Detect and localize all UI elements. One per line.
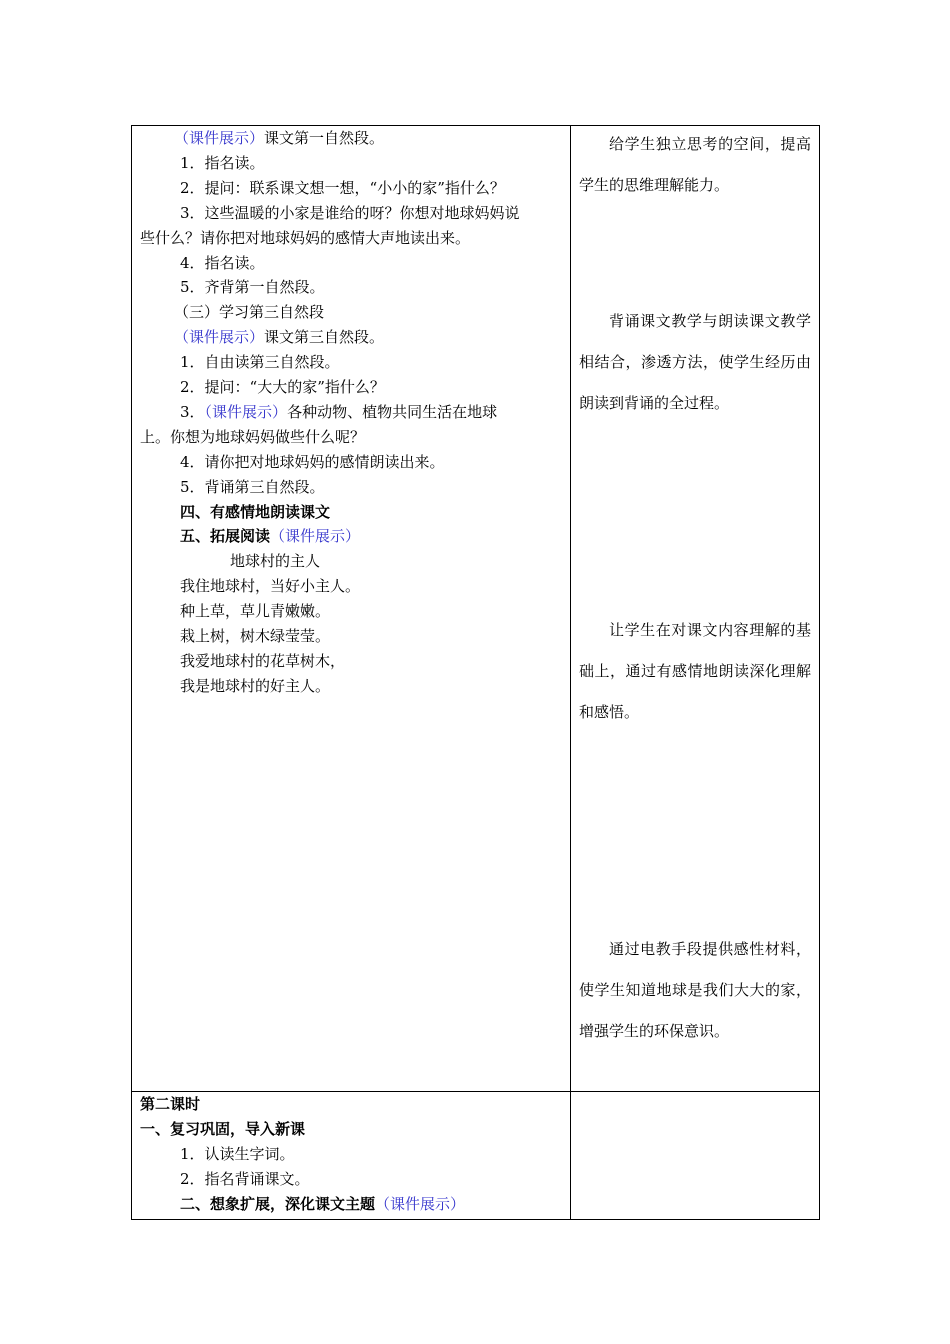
text-line bbox=[140, 251, 565, 276]
line-text: 2．提问：联系课文想一想，“小小的家”指什么？ bbox=[180, 178, 505, 197]
section-heading: 四、有感情地朗读课文 bbox=[180, 502, 331, 521]
text-line bbox=[140, 1192, 565, 1217]
text-line bbox=[140, 549, 565, 574]
text-line bbox=[140, 350, 565, 375]
text-line bbox=[140, 1142, 565, 1167]
line-text: 4．指名读。 bbox=[180, 253, 265, 272]
text-line bbox=[140, 475, 565, 500]
text-line bbox=[140, 674, 565, 699]
text-line bbox=[140, 1092, 565, 1117]
column-divider bbox=[570, 126, 571, 1219]
text-line bbox=[140, 325, 565, 350]
line-text: 1．自由读第三自然段。 bbox=[180, 353, 340, 372]
line-text: 栽上树，树木绿莹莹。 bbox=[180, 627, 331, 645]
text-line bbox=[140, 400, 565, 425]
section-heading: 五、拓展阅读 bbox=[180, 527, 271, 546]
line-text: 种上草，草儿青嫩嫩。 bbox=[180, 602, 331, 621]
text-line bbox=[140, 574, 565, 599]
line-text: 些什么？请你把对地球妈妈的感情大声地读出来。 bbox=[140, 228, 471, 247]
text-line bbox=[140, 176, 565, 201]
text-line bbox=[140, 300, 565, 325]
text-line bbox=[140, 624, 565, 649]
section-heading: 二、想象扩展，深化课文主题 bbox=[180, 1194, 376, 1213]
line-text: 课文第三自然段。 bbox=[264, 328, 385, 347]
text-line bbox=[140, 1117, 565, 1142]
line-text: 1．认读生字词。 bbox=[180, 1144, 295, 1163]
line-text: （三）学习第三自然段 bbox=[174, 303, 325, 322]
text-line bbox=[140, 500, 565, 525]
line-text: 上。你想为地球妈妈做些什么呢？ bbox=[140, 427, 366, 446]
courseware-tag: （课件展示） bbox=[270, 527, 361, 546]
courseware-tag: （课件展示） bbox=[204, 402, 288, 421]
text-line bbox=[140, 1167, 565, 1192]
design-note: 背诵课文教学与朗读课文教学相结合，渗透方法，使学生经历由朗读到背诵的全过程。 bbox=[579, 312, 811, 412]
line-text: 5．齐背第一自然段。 bbox=[180, 278, 325, 297]
line-text: 各种动物、植物共同生活在地球 bbox=[287, 402, 498, 421]
lesson-plan-table bbox=[131, 125, 820, 1220]
text-line bbox=[140, 450, 565, 475]
text-line bbox=[140, 226, 565, 251]
text-line bbox=[140, 201, 565, 226]
line-text: 5．背诵第三自然段。 bbox=[180, 477, 325, 496]
text-line bbox=[140, 649, 565, 674]
design-note: 通过电教手段提供感性材料，使学生知道地球是我们大大的家，增强学生的环保意识。 bbox=[579, 940, 811, 1040]
text-line bbox=[140, 425, 565, 450]
line-text: 4．请你把对地球妈妈的感情朗读出来。 bbox=[180, 452, 445, 471]
line-text: 2．指名背诵课文。 bbox=[180, 1169, 310, 1188]
text-line bbox=[140, 375, 565, 400]
line-text: 3．这些温暖的小家是谁给的呀？你想对地球妈妈说 bbox=[180, 203, 520, 222]
line-text: 地球村的主人 bbox=[230, 552, 321, 571]
line-text: 我爱地球村的花草树木， bbox=[180, 651, 346, 670]
text-line bbox=[140, 275, 565, 300]
design-note: 给学生独立思考的空间，提高学生的思维理解能力。 bbox=[579, 135, 811, 194]
line-text: 1．指名读。 bbox=[180, 153, 265, 172]
text-line bbox=[140, 599, 565, 624]
section-heading: 一、复习巩固，导入新课 bbox=[140, 1119, 306, 1138]
line-text: 我住地球村，当好小主人。 bbox=[180, 577, 361, 596]
courseware-tag: （课件展示） bbox=[174, 129, 265, 147]
courseware-tag: （课件展示） bbox=[375, 1194, 466, 1213]
text-line bbox=[140, 126, 565, 151]
line-text: 我是地球村的好主人。 bbox=[180, 676, 331, 695]
text-line bbox=[140, 524, 565, 549]
section-heading: 第二课时 bbox=[140, 1095, 201, 1113]
courseware-tag: （课件展示） bbox=[174, 328, 265, 347]
line-text: 2．提问：“大大的家”指什么？ bbox=[180, 378, 385, 396]
line-text: 课文第一自然段。 bbox=[264, 129, 385, 147]
design-note: 让学生在对课文内容理解的基础上，通过有感情地朗读深化理解和感悟。 bbox=[579, 621, 811, 721]
line-text: 3． bbox=[180, 402, 205, 421]
text-line bbox=[140, 151, 565, 176]
